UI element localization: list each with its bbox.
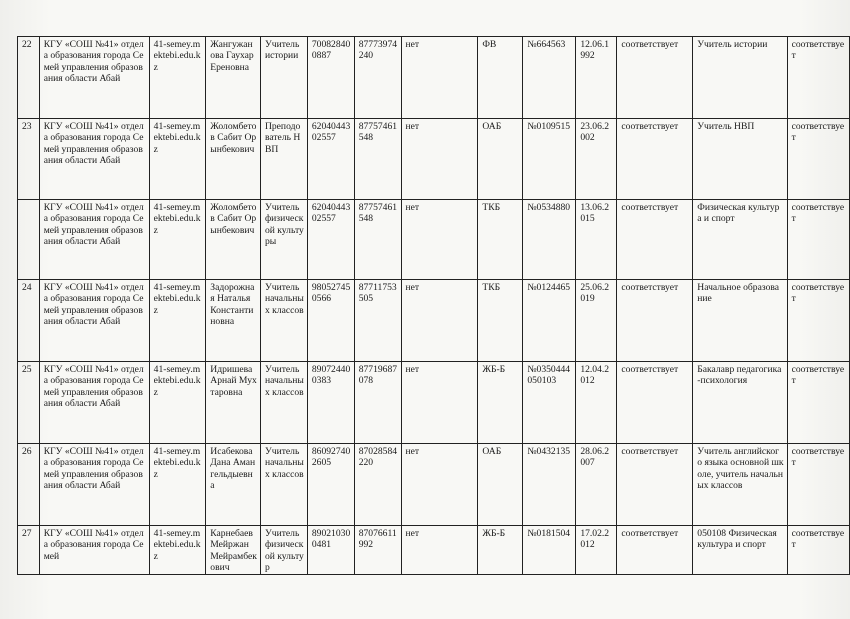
phone-cell: 87028584220 (354, 444, 401, 526)
iin-cell: 700828400887 (307, 37, 354, 119)
flag-cell: нет (401, 526, 478, 575)
website-cell: 41-semey.mektebi.edu.kz (149, 444, 206, 526)
position-cell: Учитель начальных классов (260, 362, 307, 444)
position-cell: Учитель истории (260, 37, 307, 119)
document-number-cell: №0109515 (523, 119, 576, 200)
staff-table (17, 36, 850, 575)
specialty-cell: Бакалавр педагогика-психология (693, 362, 787, 444)
phone-cell: 87773974240 (354, 37, 401, 119)
specialty-cell: Учитель НВП (693, 119, 787, 200)
phone-cell: 87711753505 (354, 280, 401, 362)
website-cell: 41-semey.mektebi.edu.kz (149, 37, 206, 119)
row-number-cell: 27 (18, 526, 40, 575)
row-number-cell: 23 (18, 119, 40, 200)
document-number-cell: №0124465 (523, 280, 576, 362)
position-cell: Преподователь НВП (260, 119, 307, 200)
iin-cell: 980527450566 (307, 280, 354, 362)
specialty-cell: Учитель английского языка основной школе, учитель начальных классов (693, 444, 787, 526)
organization-cell: КГУ «СОШ №41» отдела образования города Семей управления образования области Абай (39, 280, 149, 362)
issue-date-cell: 12.04.2012 (576, 362, 617, 444)
document-series-cell: ТКБ (478, 280, 523, 362)
table-row (18, 37, 850, 119)
flag-cell: нет (401, 37, 478, 119)
specialty-cell: Начальное образование (693, 280, 787, 362)
issue-date-cell: 23.06.2002 (576, 119, 617, 200)
row-number-cell: 26 (18, 444, 40, 526)
specialty-cell: Физическая культура и спорт (693, 200, 787, 280)
position-cell: Учитель физической культур (260, 526, 307, 575)
full-name-cell: Жоломбетов Сабит Орынбекович (206, 200, 261, 280)
iin-cell: 890724400383 (307, 362, 354, 444)
compliance-cell: соответствует (787, 200, 849, 280)
row-number-cell: 25 (18, 362, 40, 444)
status-cell: соответствует (617, 280, 693, 362)
document-series-cell: ФВ (478, 37, 523, 119)
full-name-cell: Карнебаев Мейржан Мейрамбекович (206, 526, 261, 575)
full-name-cell: Идришева Арнай Мухтаровна (206, 362, 261, 444)
full-name-cell: Жоломбетов Сабит Орынбекович (206, 119, 261, 200)
full-name-cell: Задорожная Наталья Константиновна (206, 280, 261, 362)
table-row (18, 280, 850, 362)
compliance-cell: соответствует (787, 280, 849, 362)
compliance-cell: соответствует (787, 444, 849, 526)
row-number-cell (18, 200, 40, 280)
document-series-cell: ОАБ (478, 119, 523, 200)
status-cell: соответствует (617, 526, 693, 575)
document-number-cell: №664563 (523, 37, 576, 119)
position-cell: Учитель начальных классов (260, 444, 307, 526)
document-number-cell: №0432135 (523, 444, 576, 526)
document-series-cell: ЖБ-Б (478, 526, 523, 575)
full-name-cell: Жангужанова Гаухар Ереновна (206, 37, 261, 119)
compliance-cell: соответствует (787, 119, 849, 200)
table-row (18, 444, 850, 526)
issue-date-cell: 13.06.2015 (576, 200, 617, 280)
organization-cell: КГУ «СОШ №41» отдела образования города Семей управления образования области Абай (39, 119, 149, 200)
document-number-cell: №0181504 (523, 526, 576, 575)
row-number-cell: 24 (18, 280, 40, 362)
table-row (18, 526, 850, 575)
status-cell: соответствует (617, 200, 693, 280)
flag-cell: нет (401, 280, 478, 362)
phone-cell: 87757461548 (354, 119, 401, 200)
organization-cell: КГУ «СОШ №41» отдела образования города Семей управления образования области Абай (39, 37, 149, 119)
position-cell: Учитель физической культуры (260, 200, 307, 280)
status-cell: соответствует (617, 119, 693, 200)
organization-cell: КГУ «СОШ №41» отдела образования города Семей (39, 526, 149, 575)
table-row (18, 119, 850, 200)
status-cell: соответствует (617, 444, 693, 526)
organization-cell: КГУ «СОШ №41» отдела образования города Семей управления образования области Абай (39, 444, 149, 526)
table-row (18, 200, 850, 280)
full-name-cell: Исабекова Дана Амангельдыевна (206, 444, 261, 526)
issue-date-cell: 28.06.2007 (576, 444, 617, 526)
organization-cell: КГУ «СОШ №41» отдела образования города Семей управления образования области Абай (39, 200, 149, 280)
compliance-cell: соответствует (787, 362, 849, 444)
website-cell: 41-semey.mektebi.edu.kz (149, 200, 206, 280)
status-cell: соответствует (617, 37, 693, 119)
table-row (18, 362, 850, 444)
row-number-cell: 22 (18, 37, 40, 119)
compliance-cell: соответствует (787, 526, 849, 575)
phone-cell: 87076611992 (354, 526, 401, 575)
flag-cell: нет (401, 444, 478, 526)
iin-cell: 6204044302557 (307, 119, 354, 200)
phone-cell: 87719687078 (354, 362, 401, 444)
website-cell: 41-semey.mektebi.edu.kz (149, 362, 206, 444)
issue-date-cell: 17.02.2012 (576, 526, 617, 575)
document-series-cell: ТКБ (478, 200, 523, 280)
organization-cell: КГУ «СОШ №41» отдела образования города Семей управления образования области Абай (39, 362, 149, 444)
issue-date-cell: 25.06.2019 (576, 280, 617, 362)
status-cell: соответствует (617, 362, 693, 444)
iin-cell: 860927402605 (307, 444, 354, 526)
issue-date-cell: 12.06.1992 (576, 37, 617, 119)
phone-cell: 87757461548 (354, 200, 401, 280)
document-number-cell: №0534880 (523, 200, 576, 280)
specialty-cell: 050108 Физическая культура и спорт (693, 526, 787, 575)
website-cell: 41-semey.mektebi.edu.kz (149, 526, 206, 575)
specialty-cell: Учитель истории (693, 37, 787, 119)
document-series-cell: ЖБ-Б (478, 362, 523, 444)
flag-cell: нет (401, 119, 478, 200)
iin-cell: 6204044302557 (307, 200, 354, 280)
document-series-cell: ОАБ (478, 444, 523, 526)
compliance-cell: соответствует (787, 37, 849, 119)
iin-cell: 890210300481 (307, 526, 354, 575)
flag-cell: нет (401, 362, 478, 444)
website-cell: 41-semey.mektebi.edu.kz (149, 119, 206, 200)
flag-cell: нет (401, 200, 478, 280)
position-cell: Учитель начальных классов (260, 280, 307, 362)
website-cell: 41-semey.mektebi.edu.kz (149, 280, 206, 362)
document-number-cell: №0350444 050103 (523, 362, 576, 444)
